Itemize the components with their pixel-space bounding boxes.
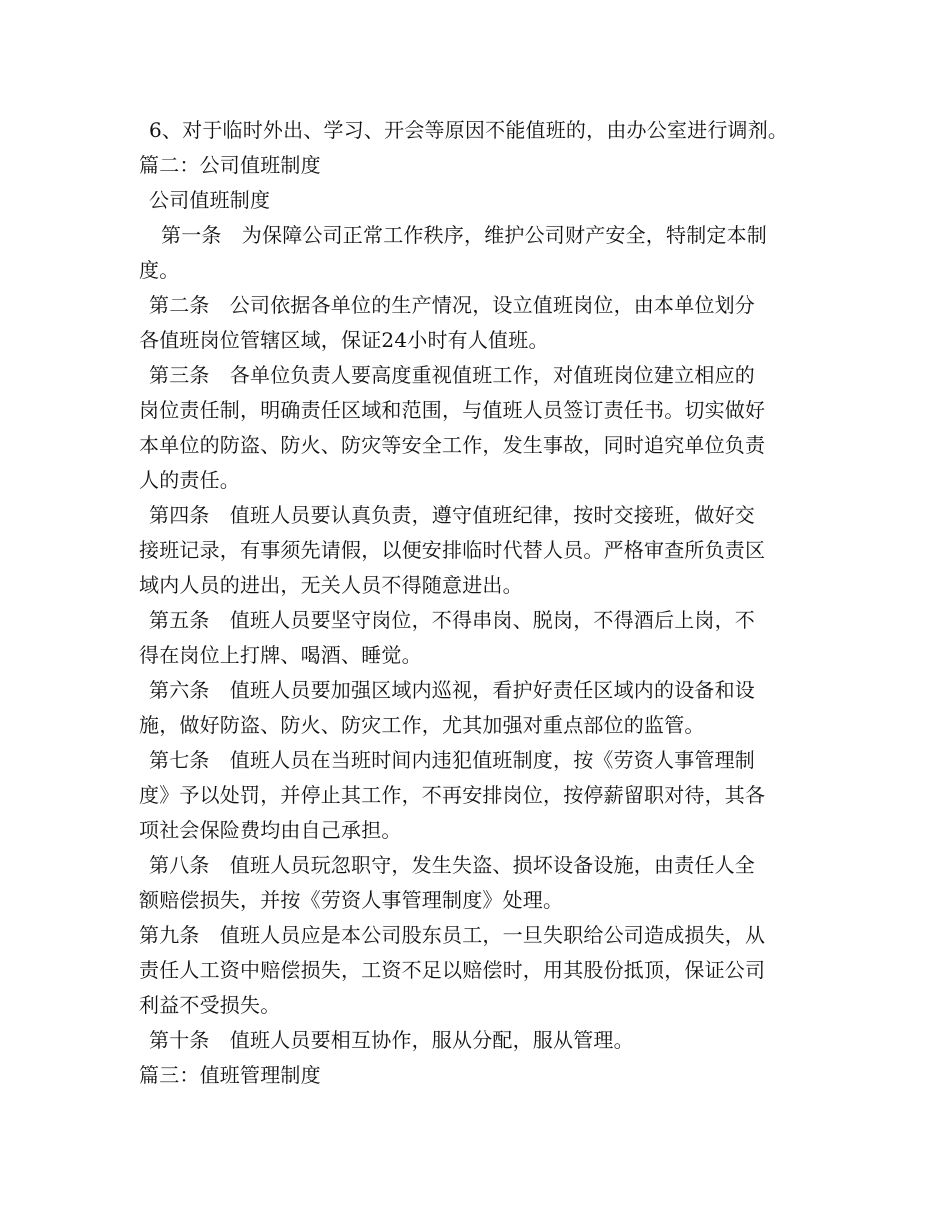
text-line: 度。 [139, 258, 180, 282]
text-line: 第八条 值班人员玩忽职守，发生失盗、损坏设备设施，由责任人全 [149, 853, 755, 877]
text-line: 人的责任。 [139, 468, 240, 492]
text-line: 本单位的防盗、防火、防灾等安全工作，发生事故，同时追究单位负责 [139, 433, 766, 457]
text-line: 接班记录，有事须先请假，以便安排临时代替人员。严格审查所负责区 [139, 538, 766, 562]
text-line: 施，做好防盗、防火、防灾工作，尤其加强对重点部位的监管。 [139, 713, 705, 737]
text-line: 篇三：值班管理制度 [139, 1063, 321, 1087]
text-line: 岗位责任制，明确责任区域和范围，与值班人员签订责任书。切实做好 [139, 398, 766, 422]
text-line: 额赔偿损失，并按《劳资人事管理制度》处理。 [139, 888, 564, 912]
text-line: 项社会保险费均由自己承担。 [139, 818, 402, 842]
text-line: 各值班岗位管辖区域，保证24小时有人值班。 [139, 328, 549, 352]
text-line: 域内人员的进出，无关人员不得随意进出。 [139, 573, 523, 597]
text-line: 篇二：公司值班制度 [139, 153, 321, 177]
text-line: 得在岗位上打牌、喝酒、睡觉。 [139, 643, 422, 667]
document-page [139, 113, 819, 1093]
text-line: 第四条 值班人员要认真负责，遵守值班纪律，按时交接班，做好交 [149, 503, 755, 527]
text-line: 第五条 值班人员要坚守岗位，不得串岗、脱岗，不得酒后上岗，不 [149, 608, 755, 632]
text-line: 第十条 值班人员要相互协作，服从分配，服从管理。 [149, 1028, 634, 1052]
document-body [139, 113, 819, 1093]
text-line: 度》予以处罚，并停止其工作，不再安排岗位，按停薪留职对待，其各 [139, 783, 766, 807]
text-line: 第七条 值班人员在当班时间内违犯值班制度，按《劳资人事管理制 [149, 748, 755, 772]
text-line: 第一条 为保障公司正常工作秩序，维护公司财产安全，特制定本制 [161, 223, 767, 247]
text-line: 6、对于临时外出、学习、开会等原因不能值班的，由办公室进行调剂。 [149, 118, 789, 142]
text-line: 第二条 公司依据各单位的生产情况，设立值班岗位，由本单位划分 [149, 293, 755, 317]
text-line: 利益不受损失。 [139, 993, 281, 1017]
text-line: 责任人工资中赔偿损失，工资不足以赔偿时，用其股份抵顶，保证公司 [139, 958, 766, 982]
text-line: 第三条 各单位负责人要高度重视值班工作，对值班岗位建立相应的 [149, 363, 755, 387]
text-line: 第九条 值班人员应是本公司股东员工，一旦失职给公司造成损失，从 [139, 923, 766, 947]
text-line: 第六条 值班人员要加强区域内巡视，看护好责任区域内的设备和设 [149, 678, 755, 702]
text-line: 公司值班制度 [149, 188, 271, 212]
